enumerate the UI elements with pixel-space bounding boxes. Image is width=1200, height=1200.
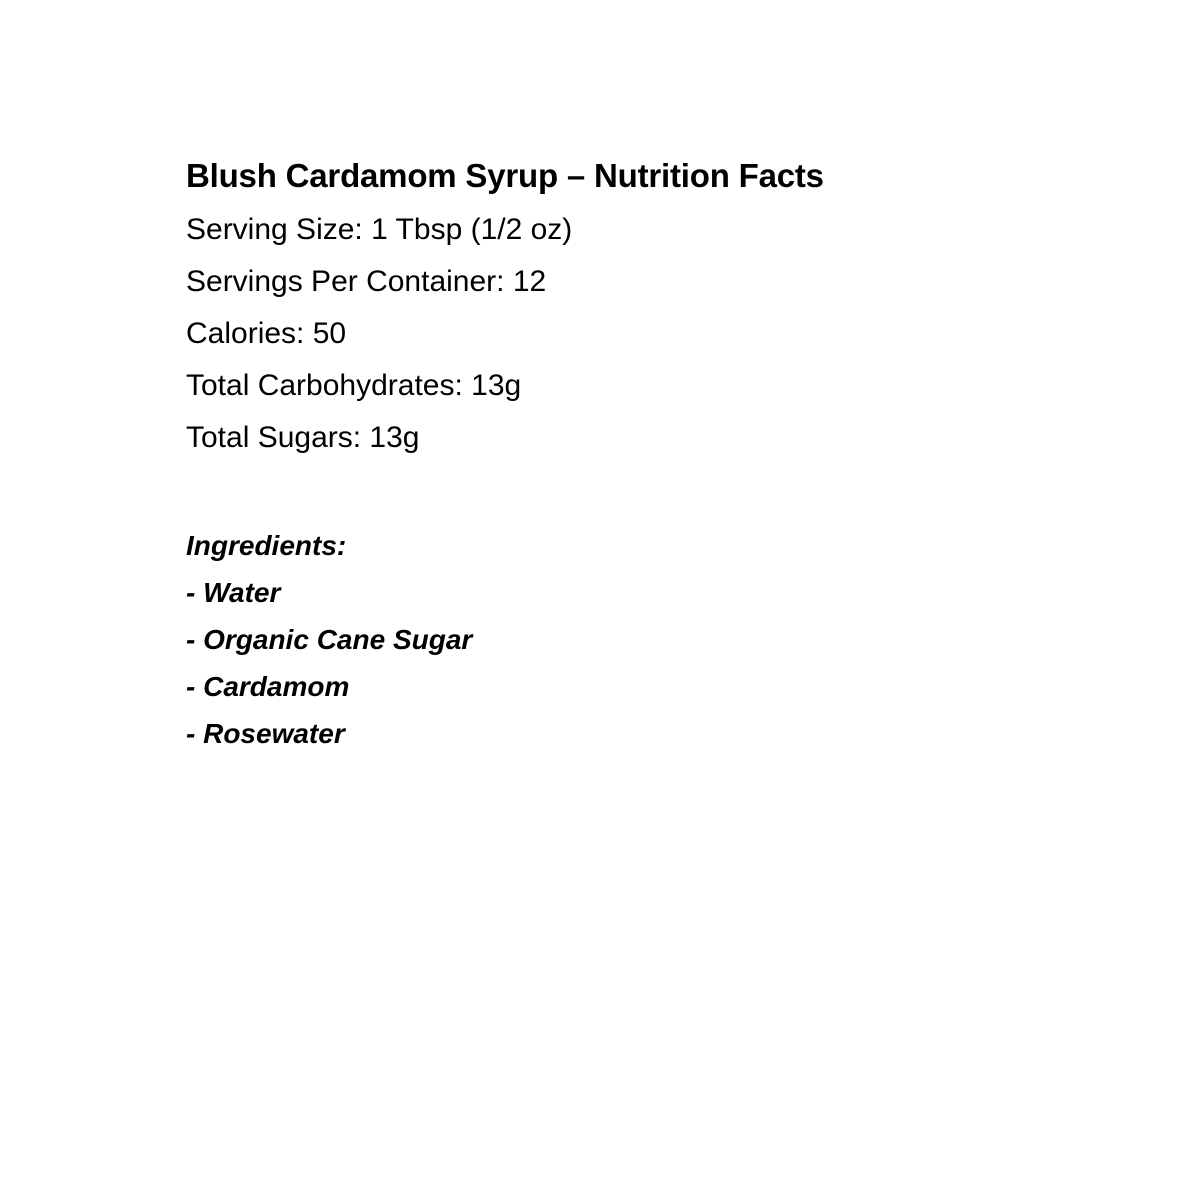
- nutrition-fact-serving-size: Serving Size: 1 Tbsp (1/2 oz): [186, 213, 573, 246]
- page-title: Blush Cardamom Syrup – Nutrition Facts: [186, 157, 824, 194]
- nutrition-facts-list: [186, 204, 1200, 464]
- nutrition-fact-servings-per-container: Servings Per Container: 12: [186, 265, 547, 298]
- nutrition-fact-total-carbohydrates: Total Carbohydrates: 13g: [186, 369, 522, 402]
- ingredients-heading: Ingredients:: [186, 530, 347, 561]
- nutrition-fact-total-sugars: Total Sugars: 13g: [186, 421, 420, 454]
- ingredient-item: - Rosewater: [186, 718, 345, 749]
- ingredient-item: - Cardamom: [186, 671, 350, 702]
- nutrition-fact-calories: Calories: 50: [186, 317, 347, 350]
- ingredient-item: - Organic Cane Sugar: [186, 624, 473, 655]
- section-spacer: [186, 464, 1200, 522]
- ingredients-list: [186, 569, 1200, 757]
- ingredient-item: - Water: [186, 577, 281, 608]
